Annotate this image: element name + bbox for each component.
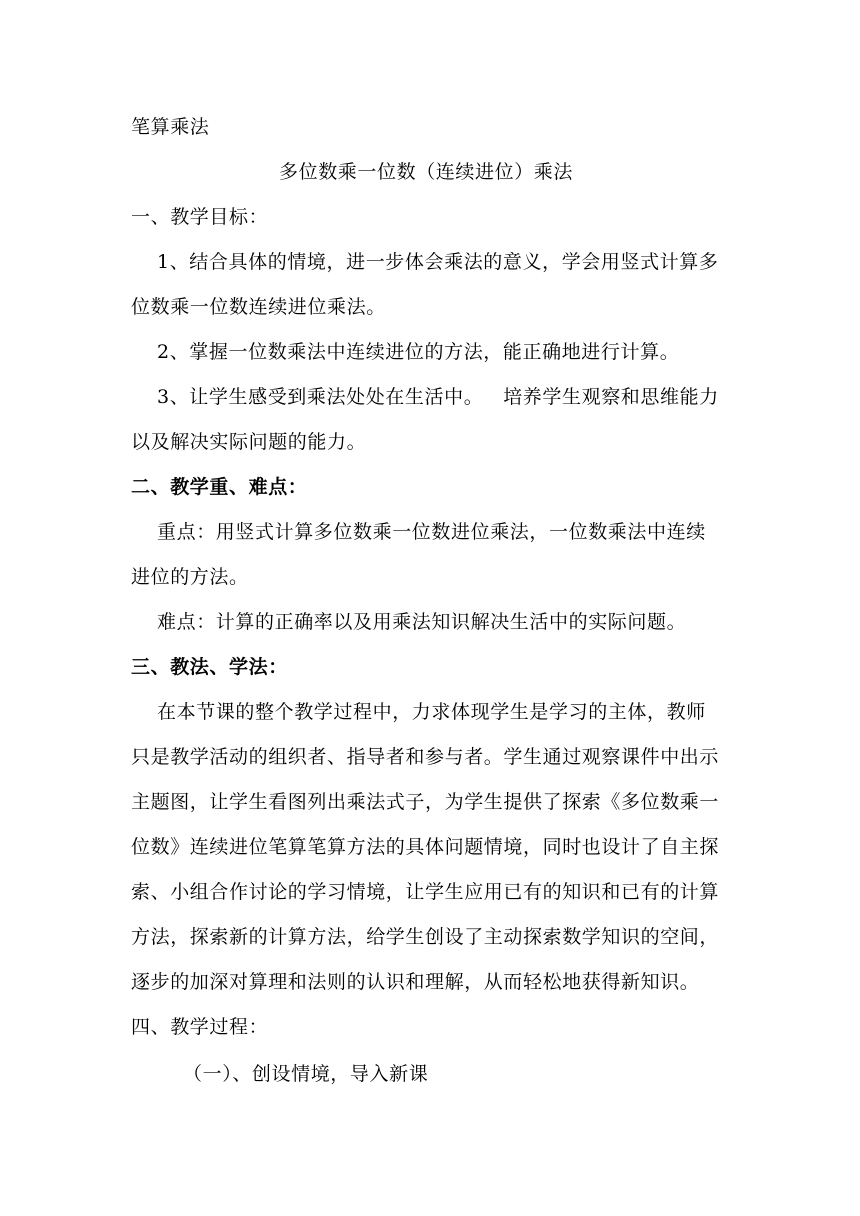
objective-1-line-1: 1、结合具体的情境，进一步体会乘法的意义，学会用竖式计算多 <box>157 251 719 273</box>
section-heading-key-points: 二、教学重、难点： <box>131 476 308 498</box>
section-heading-objectives: 一、教学目标： <box>131 206 269 228</box>
key-point-line-1: 重点：用竖式计算多位数乘一位数进位乘法，一位数乘法中连续 <box>157 521 706 543</box>
method-paragraph-line-2: 只是教学活动的组织者、指导者和参与者。学生通过观察课件中出示 <box>131 746 720 768</box>
objective-3-line-2: 以及解决实际问题的能力。 <box>131 431 367 453</box>
document-title: 多位数乘一位数（连续进位）乘法 <box>279 161 574 183</box>
subsection-heading-intro: （一）、创设情境，导入新课 <box>183 1063 429 1085</box>
objective-2: 2、掌握一位数乘法中连续进位的方法，能正确地进行计算。 <box>157 341 680 363</box>
document-header: 笔算乘法 <box>131 116 210 138</box>
method-paragraph-line-4: 位数》连续进位笔算笔算方法的具体问题情境，同时也设计了自主探 <box>131 836 720 858</box>
key-point-line-2: 进位的方法。 <box>131 566 249 588</box>
section-heading-methods: 三、教法、学法： <box>131 656 288 678</box>
objective-1-line-2: 位数乘一位数连续进位乘法。 <box>131 296 386 318</box>
difficulty-point: 难点：计算的正确率以及用乘法知识解决生活中的实际问题。 <box>157 611 687 633</box>
method-paragraph-line-1: 在本节课的整个教学过程中，力求体现学生是学习的主体，教师 <box>157 701 706 723</box>
method-paragraph-line-3: 主题图，让学生看图列出乘法式子，为学生提供了探索《多位数乘一 <box>131 791 720 813</box>
section-heading-process: 四、教学过程： <box>131 1016 269 1038</box>
objective-3-line-1: 3、让学生感受到乘法处处在生活中。 培养学生观察和思维能力 <box>157 386 719 408</box>
method-paragraph-line-5: 索、小组合作讨论的学习情境，让学生应用已有的知识和已有的计算 <box>131 881 720 903</box>
method-paragraph-line-7: 逐步的加深对算理和法则的认识和理解，从而轻松地获得新知识。 <box>131 971 700 993</box>
method-paragraph-line-6: 方法，探索新的计算方法，给学生创设了主动探索数学知识的空间， <box>131 926 720 948</box>
